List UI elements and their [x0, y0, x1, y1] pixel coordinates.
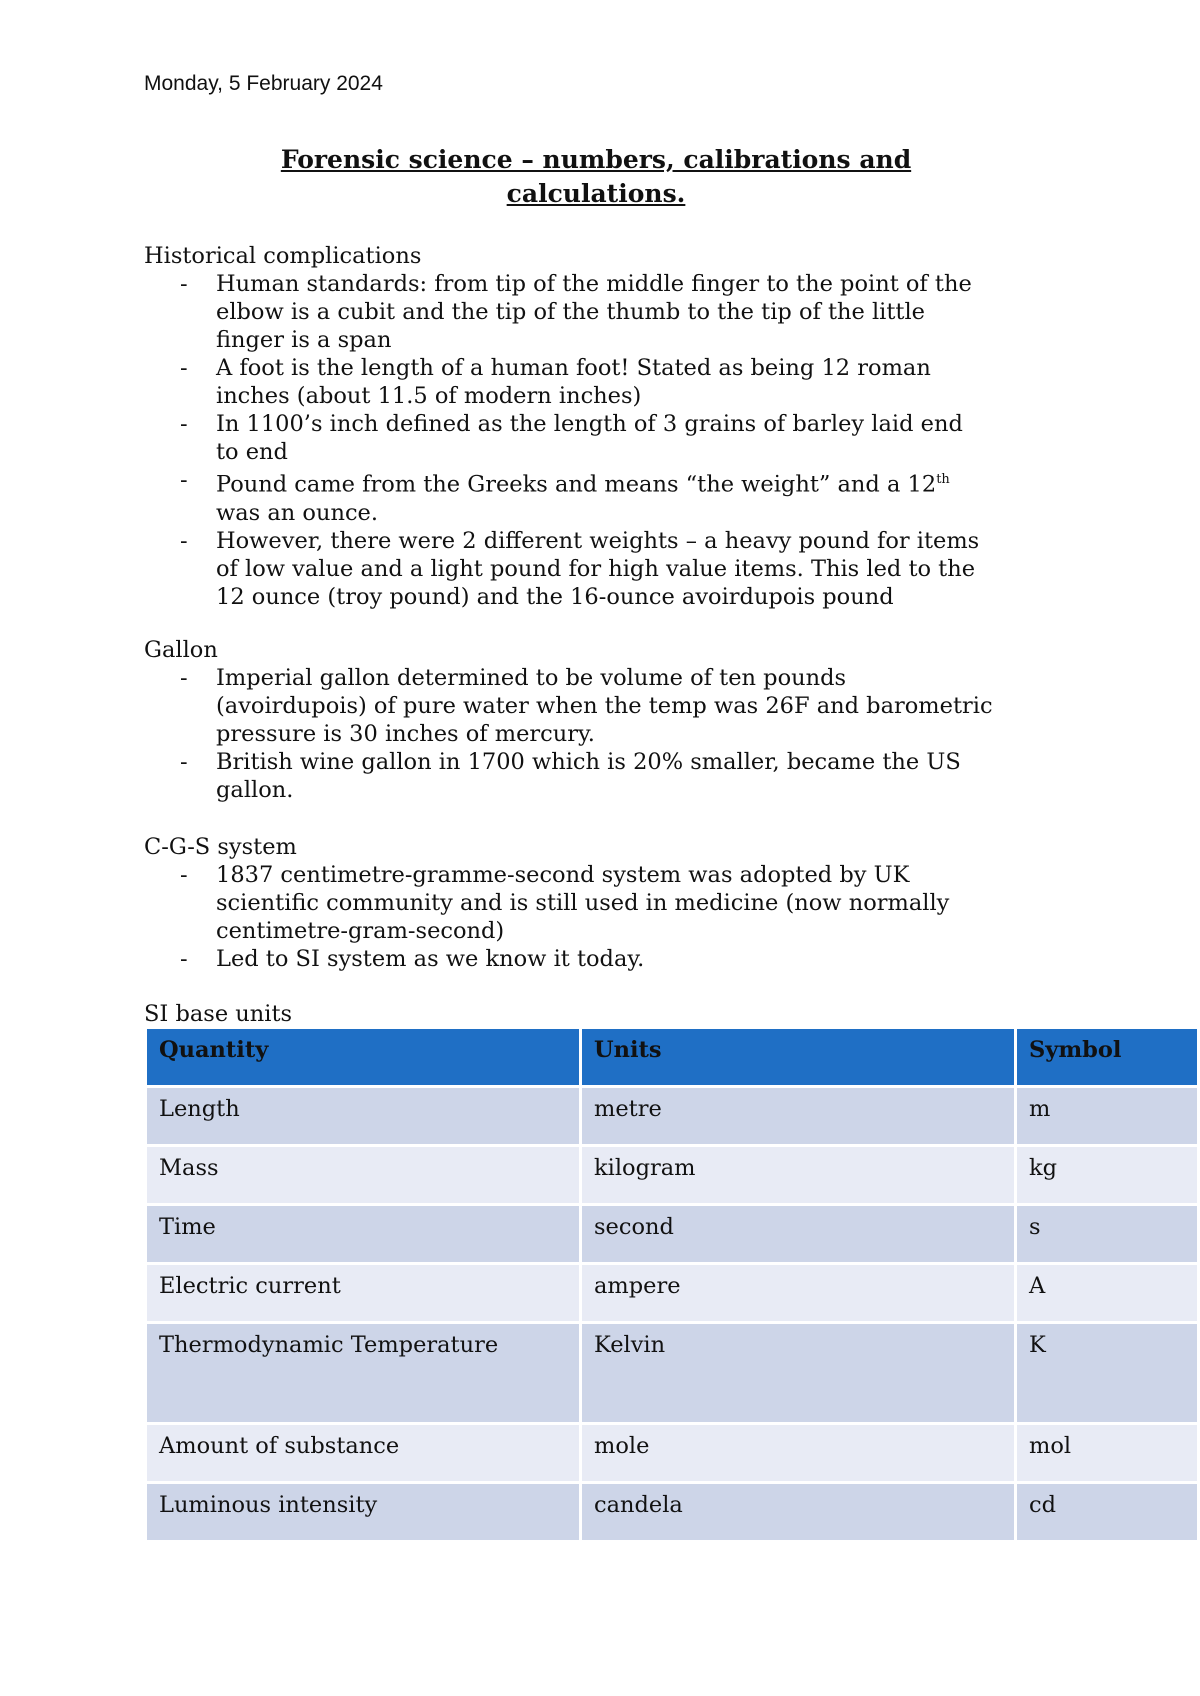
header-quantity: Quantity [147, 1029, 579, 1085]
bullet-list [144, 270, 1064, 611]
cell-unit: second [582, 1206, 1014, 1262]
cell-quantity: Thermodynamic Temperature [147, 1324, 579, 1422]
cell-quantity: Length [147, 1088, 579, 1144]
list-item [144, 945, 1064, 973]
item-line: Imperial gallon determined to be volume of ten pounds [216, 665, 847, 691]
cell-symbol: A [1017, 1265, 1197, 1321]
cell-unit: mole [582, 1425, 1014, 1481]
superscript-th: th [936, 472, 950, 487]
dash-bullet: - [180, 467, 188, 493]
list-item [144, 270, 1064, 354]
list-item [144, 410, 1064, 466]
cell-quantity: Mass [147, 1147, 579, 1203]
item-line: scientific community and is still used in medicine (now normally [216, 890, 950, 916]
table-row [147, 1324, 1197, 1422]
cell-unit: kilogram [582, 1147, 1014, 1203]
dash-bullet: - [180, 271, 188, 297]
item-line: pressure is 30 inches of mercury. [216, 721, 595, 747]
table-caption: SI base units [144, 1001, 293, 1027]
title-line-2: calculations. [506, 179, 686, 208]
bullet-list [144, 664, 1064, 804]
header-symbol: Symbol [1017, 1029, 1197, 1085]
item-line: to end [216, 439, 288, 465]
title-line-1: Forensic science – numbers, calibrations and [280, 145, 912, 174]
item-line: In 1100’s inch defined as the length of 3 grains of barley laid end [216, 411, 963, 437]
table-row [147, 1484, 1197, 1540]
cell-quantity: Amount of substance [147, 1425, 579, 1481]
cell-symbol: mol [1017, 1425, 1197, 1481]
item-line: was an ounce. [216, 499, 379, 526]
item-line: inches (about 11.5 of modern inches) [216, 383, 642, 409]
bullet-list [144, 861, 1064, 973]
item-line: of low value and a light pound for high value items. This led to the [216, 555, 976, 582]
cell-quantity: Time [147, 1206, 579, 1262]
item-text: Pound came from the Greeks and means “the weight” and a 12 [216, 471, 937, 498]
item-line: British wine gallon in 1700 which is 20% smaller, became the US [216, 749, 961, 775]
section-cgs [144, 833, 1064, 973]
item-line: A foot is the length of a human foot! Stated as being 12 roman [216, 355, 931, 381]
table-header-row [147, 1029, 1197, 1085]
dash-bullet: - [180, 749, 188, 775]
cell-symbol: s [1017, 1206, 1197, 1262]
list-item [144, 664, 1064, 748]
item-line: Human standards: from tip of the middle finger to the point of the [216, 271, 972, 297]
cell-symbol: K [1017, 1324, 1197, 1422]
list-item [144, 527, 1064, 611]
item-line: centimetre-gram-second) [216, 918, 505, 944]
document-title [144, 143, 1048, 211]
cell-unit: metre [582, 1088, 1014, 1144]
item-line: 12 ounce (troy pound) and the 16-ounce avoirdupois pound [216, 583, 894, 610]
section-heading: Gallon [144, 637, 218, 663]
si-units-table [144, 1026, 1200, 1543]
document-date: Monday, 5 February 2024 [144, 72, 383, 95]
cell-unit: Kelvin [582, 1324, 1014, 1422]
list-item [144, 861, 1064, 945]
section-gallon [144, 636, 1064, 804]
section-heading: Historical complications [144, 243, 422, 269]
table-row [147, 1147, 1197, 1203]
item-line: Led to SI system as we know it today. [216, 946, 645, 972]
item-line: finger is a span [216, 327, 392, 353]
header-units: Units [582, 1029, 1014, 1085]
item-line: gallon. [216, 777, 294, 803]
section-heading: C-G-S system [144, 834, 297, 860]
item-line [216, 466, 1064, 499]
item-line: However, there were 2 different weights – a heavy pound for items [216, 527, 980, 554]
cell-unit: ampere [582, 1265, 1014, 1321]
table-row [147, 1425, 1197, 1481]
dash-bullet: - [180, 862, 188, 888]
dash-bullet: - [180, 527, 188, 554]
cell-quantity: Luminous intensity [147, 1484, 579, 1540]
table-row [147, 1206, 1197, 1262]
item-line: 1837 centimetre-gramme-second system was adopted by UK [216, 862, 910, 888]
dash-bullet: - [180, 411, 188, 437]
item-line: elbow is a cubit and the tip of the thumb to the tip of the little [216, 299, 925, 325]
cell-symbol: m [1017, 1088, 1197, 1144]
section-historical [144, 242, 1064, 611]
item-line: (avoirdupois) of pure water when the temp was 26F and barometric [216, 693, 993, 719]
cell-quantity: Electric current [147, 1265, 579, 1321]
dash-bullet: - [180, 355, 188, 381]
dash-bullet: - [180, 946, 188, 972]
list-item [144, 466, 1064, 527]
cell-symbol: cd [1017, 1484, 1197, 1540]
cell-symbol: kg [1017, 1147, 1197, 1203]
dash-bullet: - [180, 665, 188, 691]
list-item [144, 748, 1064, 804]
list-item [144, 354, 1064, 410]
cell-unit: candela [582, 1484, 1014, 1540]
table-row [147, 1088, 1197, 1144]
table-row [147, 1265, 1197, 1321]
